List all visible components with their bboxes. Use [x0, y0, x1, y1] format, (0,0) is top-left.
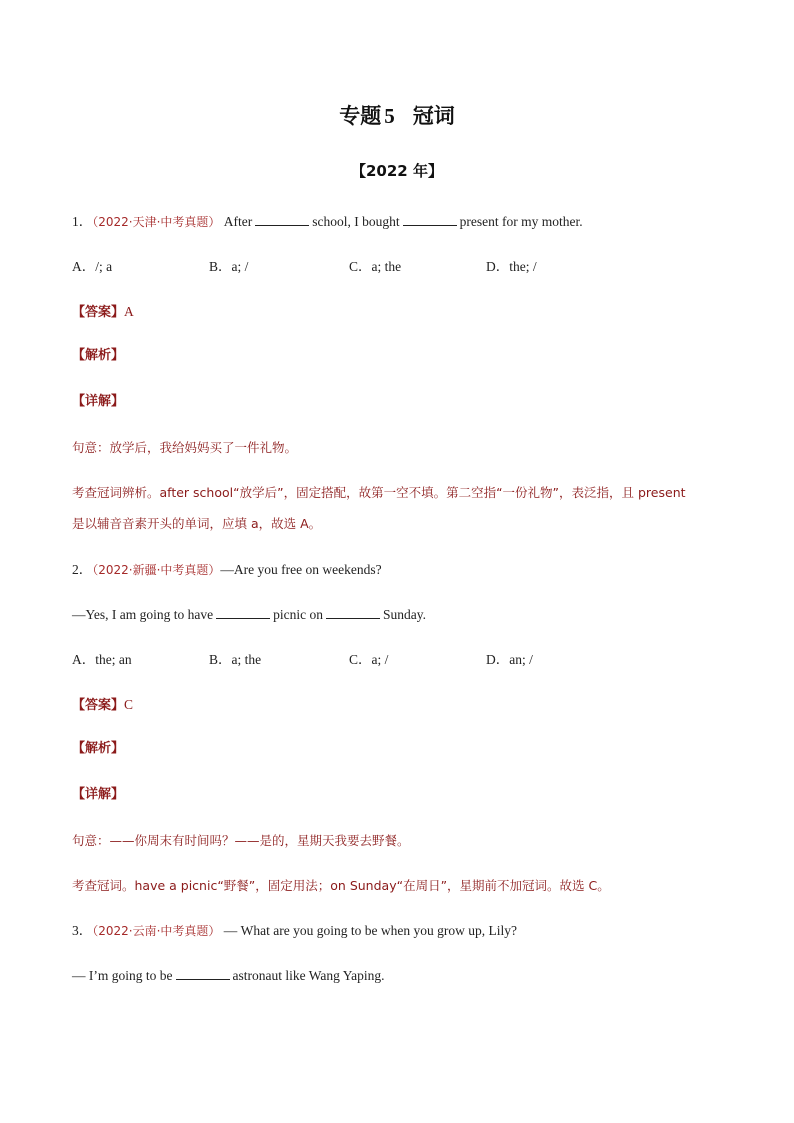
option-d: D．the; /: [486, 259, 537, 274]
option-c: C．a; /: [349, 652, 389, 667]
answer-label: [72, 696, 133, 715]
page-title: [0, 100, 794, 130]
question-number: 1．: [72, 214, 93, 229]
option-b: B．a; the: [209, 652, 262, 667]
title-topic: 冠词: [412, 104, 455, 128]
question-3-stem: [72, 922, 517, 940]
answer-tag: 【答案】: [72, 698, 125, 713]
detail-label: 【详解】: [72, 394, 125, 409]
stem-text: —Are you free on weekends?: [220, 562, 382, 577]
question-number: 3．: [72, 923, 93, 938]
option-b: B．a; /: [209, 259, 249, 274]
option-d: D．an; /: [486, 652, 533, 667]
sentence-meaning: 句意：放学后，我给妈妈买了一件礼物。: [72, 440, 298, 455]
answer-blank: [255, 213, 309, 226]
question-number: 2．: [72, 562, 93, 577]
analysis-label: 【解析】: [72, 741, 125, 756]
stem-text: After: [223, 214, 253, 229]
answer-value: A: [124, 304, 134, 319]
analysis-label: 【解析】: [72, 348, 125, 363]
explanation-line: 考查冠词辨析。after school“放学后”，固定搭配，故第一空不填。第二空指“一份礼物”，表泛指，且 present: [72, 485, 686, 500]
stem-text: picnic on: [273, 607, 323, 622]
option-a: A．/; a: [72, 259, 113, 274]
question-source: （2022·天津·中考真题）: [92, 215, 221, 229]
stem-text: Sunday.: [383, 607, 426, 622]
answer-blank: [403, 213, 457, 226]
option-c: C．a; the: [349, 259, 402, 274]
answer-blank: [326, 606, 380, 619]
stem-text: astronaut like Wang Yaping.: [232, 968, 385, 983]
sentence-meaning: 句意：——你周末有时间吗？——是的，星期天我要去野餐。: [72, 833, 410, 848]
year-heading: 【2022 年】: [351, 162, 443, 180]
answer-blank: [216, 606, 270, 619]
title-number: 5: [384, 104, 395, 128]
stem-text: —Yes, I am going to have: [72, 607, 214, 622]
stem-text: school, I bought: [312, 214, 400, 229]
stem-text: — I’m going to be: [72, 968, 173, 983]
explanation-line: 是以辅音音素开头的单词，应填 a，故选 A。: [72, 516, 322, 531]
answer-value: C: [124, 697, 134, 712]
explanation-line: 考查冠词。have a picnic“野餐”，固定用法；on Sunday“在周日”，星期前不加冠词。故选 C。: [72, 878, 610, 893]
answer-blank: [176, 967, 230, 980]
question-2-stem: [72, 561, 382, 579]
stem-text: — What are you going to be when you grow up, Lily?: [223, 923, 517, 938]
title-prefix: 专题: [339, 104, 382, 128]
question-1-stem: [72, 213, 583, 231]
question-3-line-2: [72, 967, 385, 985]
question-2-line-2: [72, 606, 426, 624]
answer-label: [72, 303, 134, 322]
stem-text: present for my mother.: [459, 214, 583, 229]
question-source: （2022·新疆·中考真题）: [92, 563, 221, 577]
option-a: A．the; an: [72, 652, 132, 667]
answer-tag: 【答案】: [72, 305, 125, 320]
question-source: （2022·云南·中考真题）: [92, 924, 221, 938]
detail-label: 【详解】: [72, 787, 125, 802]
